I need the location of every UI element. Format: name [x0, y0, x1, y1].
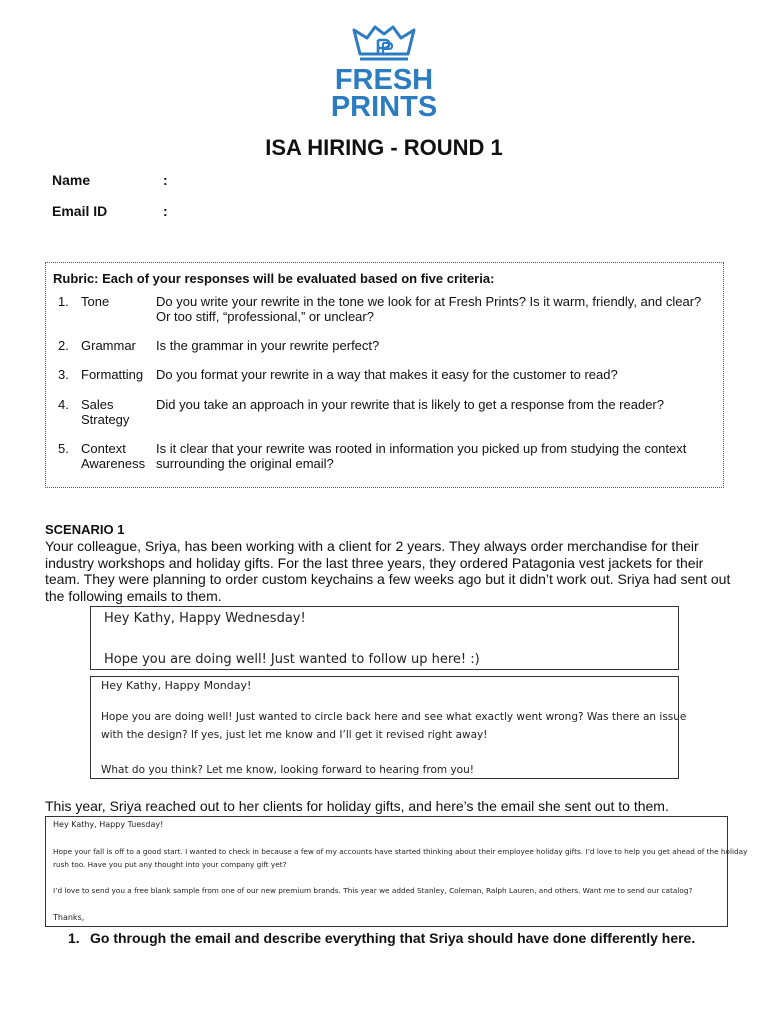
- email-body-line: Hope your fall is off to a good start. I wanted to check in because a few of my accounts have started thinking about their employee holiday gifts. I’d love to help you get ahead of the holiday: [53, 847, 748, 856]
- criterion-name: Context Awareness: [81, 441, 146, 471]
- name-field: [52, 172, 168, 188]
- question-text: Go through the email and describe everything that Sriya should have done differently here.: [90, 930, 696, 946]
- email-id-colon: :: [163, 203, 168, 219]
- rubric-heading: Rubric: Each of your responses will be evaluated based on five criteria:: [53, 271, 495, 286]
- email-greeting: Hey Kathy, Happy Tuesday!: [53, 820, 164, 829]
- email-id-label: Email ID: [52, 203, 108, 219]
- rubric-box: [45, 262, 724, 488]
- email-screenshot-1: [90, 606, 679, 670]
- criterion-name: Formatting: [81, 367, 144, 382]
- criterion-description: Is it clear that your rewrite was rooted in information you picked up from studying the context surrounding the original email?: [156, 441, 687, 471]
- criterion-number: 4.: [58, 397, 69, 412]
- email-body-line: Hope you are doing well! Just wanted to circle back here and see what exactly went wrong? Was there an issue: [101, 711, 687, 723]
- criterion-number: 3.: [58, 367, 69, 382]
- name-colon: :: [163, 172, 168, 188]
- email-closing: Thanks,: [53, 913, 85, 922]
- email-body-line: with the design? If yes, just let me know and I’ll get it revised right away!: [101, 729, 488, 741]
- fresh-prints-logo: [330, 24, 438, 124]
- email-greeting: Hey Kathy, Happy Monday!: [101, 679, 252, 692]
- criterion-number: 2.: [58, 338, 69, 353]
- criterion-description: Do you format your rewrite in a way that makes it easy for the customer to read?: [156, 367, 618, 382]
- criterion-number: 5.: [58, 441, 69, 456]
- email-body-line: rush too. Have you put any thought into your company gift yet?: [53, 860, 287, 869]
- criterion-description: Did you take an approach in your rewrite that is likely to get a response from the reader?: [156, 397, 664, 412]
- scenario-text: Your colleague, Sriya, has been working with a client for 2 years. They always order merchandise for their industry workshops and holiday gifts. For the last three years, they ordered Patagonia vest jackets for their team. They were planning to order custom keychains a few weeks ago but it didn’t work out. Sriya had sent out the following emails to them.: [45, 538, 731, 604]
- criterion-name: Tone: [81, 294, 110, 309]
- email-body-line: I’d love to send you a free blank sample from one of our new premium brands. This year we added Stanley, Coleman, Ralph Lauren, and others. Want me to send our catalog?: [53, 886, 693, 895]
- email-id-field: [52, 203, 168, 219]
- name-label: Name: [52, 172, 91, 188]
- criterion-description: Is the grammar in your rewrite perfect?: [156, 338, 380, 353]
- email-screenshot-2: [90, 676, 687, 779]
- criterion-name: Grammar: [81, 338, 136, 353]
- criterion-name: Sales Strategy: [81, 397, 130, 427]
- criterion-description: Do you write your rewrite in the tone we look for at Fresh Prints? Is it warm, friendly, and clear? Or too stiff, “professional,” or unclear?: [156, 294, 702, 324]
- scenario-title: SCENARIO 1: [45, 522, 125, 537]
- email-greeting: Hey Kathy, Happy Wednesday!: [104, 611, 306, 626]
- page-title: ISA HIRING - ROUND 1: [265, 135, 503, 160]
- logo-word-fresh: FRESH: [334, 64, 434, 96]
- criterion-number: 1.: [58, 294, 69, 309]
- email-screenshot-3: [45, 816, 748, 927]
- crown-fp-icon: [351, 24, 417, 64]
- email-body: Hope you are doing well! Just wanted to follow up here! :): [104, 652, 480, 667]
- email-closing: What do you think? Let me know, looking forward to hearing from you!: [101, 764, 474, 776]
- intro-text: This year, Sriya reached out to her clients for holiday gifts, and here’s the email she sent out to them.: [45, 798, 669, 814]
- logo-word-prints: PRINTS: [330, 91, 438, 123]
- question-number: 1.: [68, 930, 80, 946]
